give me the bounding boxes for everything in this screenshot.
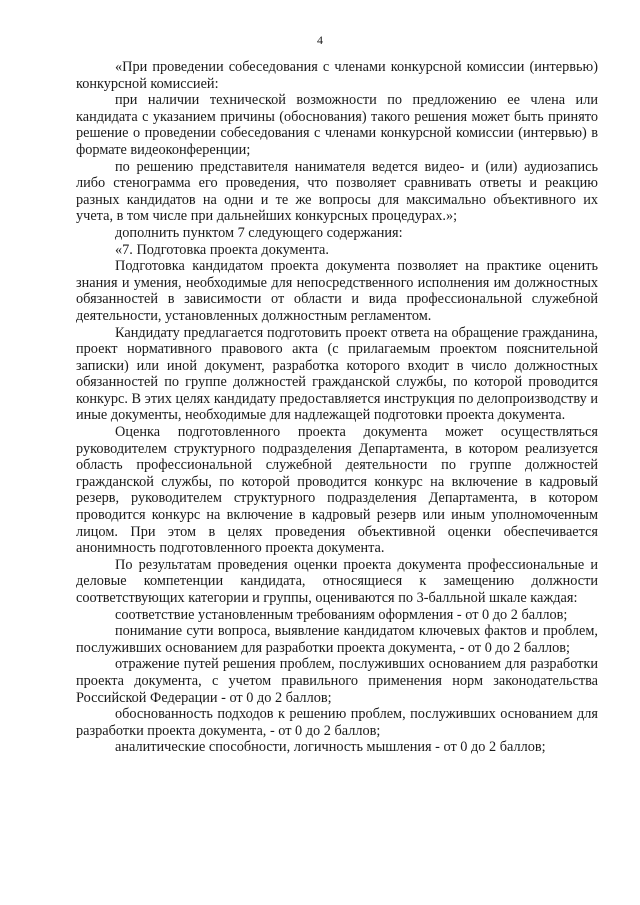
list-item: аналитические способности, логичность мышления - от 0 до 2 баллов; [115,739,546,756]
page-number: 4 [317,33,323,47]
list-item: понимание сути вопроса, выявление кандидатом ключевых фактов и проблем, послуживших основанием для разработки проекта документа, - от 0 до 2 баллов; [76,623,598,656]
list-item: отражение путей решения проблем, послуживших основанием для разработки проекта документа, с учетом правильного применения норм законодательства Российской Федерации - от 0 до 2 баллов; [76,656,598,706]
paragraph: по решению представителя нанимателя ведется видео- и (или) аудиозапись либо стенограмма его проведения, что позволяет сравнивать ответы и реакцию разных кандидатов на одни и те же вопросы для максимально объективного их учета, в том числе при дальнейших конкурсных процедурах.»; [76,158,598,225]
paragraph: при наличии технической возможности по предложению ее члена или кандидата с указанием причины (обоснования) такого решения может быть принято решение о проведении собеседования с членами конкурсной комиссии (интервью) в формате видеоконференции; [76,92,598,158]
list-item: соответствие установленным требованиям оформления - от 0 до 2 баллов; [115,606,568,623]
paragraph: Подготовка кандидатом проекта документа позволяет на практике оценить знания и умения, необходимые для непосредственного исполнения им должностных обязанностей в зависимости от области и вида профессиональной служебной деятельности, установленных должностным регламентом. [76,258,598,324]
paragraph: Кандидату предлагается подготовить проект ответа на обращение гражданина, проект нормативного правового акта (с прилагаемым проектом пояснительной записки) или иной документ, разработка которого входит в число должностных обязанностей по группе должностей гражданской службы, по которой проводится конкурс. В этих целях кандидату предоставляется инструкция по делопроизводству и иные документы, необходимые для надлежащей подготовки проекта документа. [76,324,598,424]
paragraph: дополнить пунктом 7 следующего содержания: [115,224,403,241]
list-item: обоснованность подходов к решению проблем, послуживших основанием для разработки проекта документа, - от 0 до 2 баллов; [76,706,598,739]
paragraph: «При проведении собеседования с членами конкурсной комиссии (интервью) конкурсной комиссией: [76,59,598,92]
paragraph: Оценка подготовленного проекта документа может осуществляться руководителем структурного подразделения Департамента, в котором реализуется область профессиональной служебной деятельности по группе должностей гражданской службы, по которой проводится конкурс на включение в кадровый резерв, руководителем структурного подразделения Департамента, в котором проводится конкурс на включение в кадровый резерв или иным уполномоченным лицом. При этом в целях проведения объективной оценки обеспечивается анонимность подготовленного проекта документа. [76,424,598,557]
paragraph: «7. Подготовка проекта документа. [115,241,329,258]
document-body [76,59,598,756]
paragraph: По результатам проведения оценки проекта документа профессиональные и деловые компетенции кандидата, относящиеся к замещению должности соответствующих категории и группы, оцениваются по 3-балльной шкале каждая: [76,556,598,606]
